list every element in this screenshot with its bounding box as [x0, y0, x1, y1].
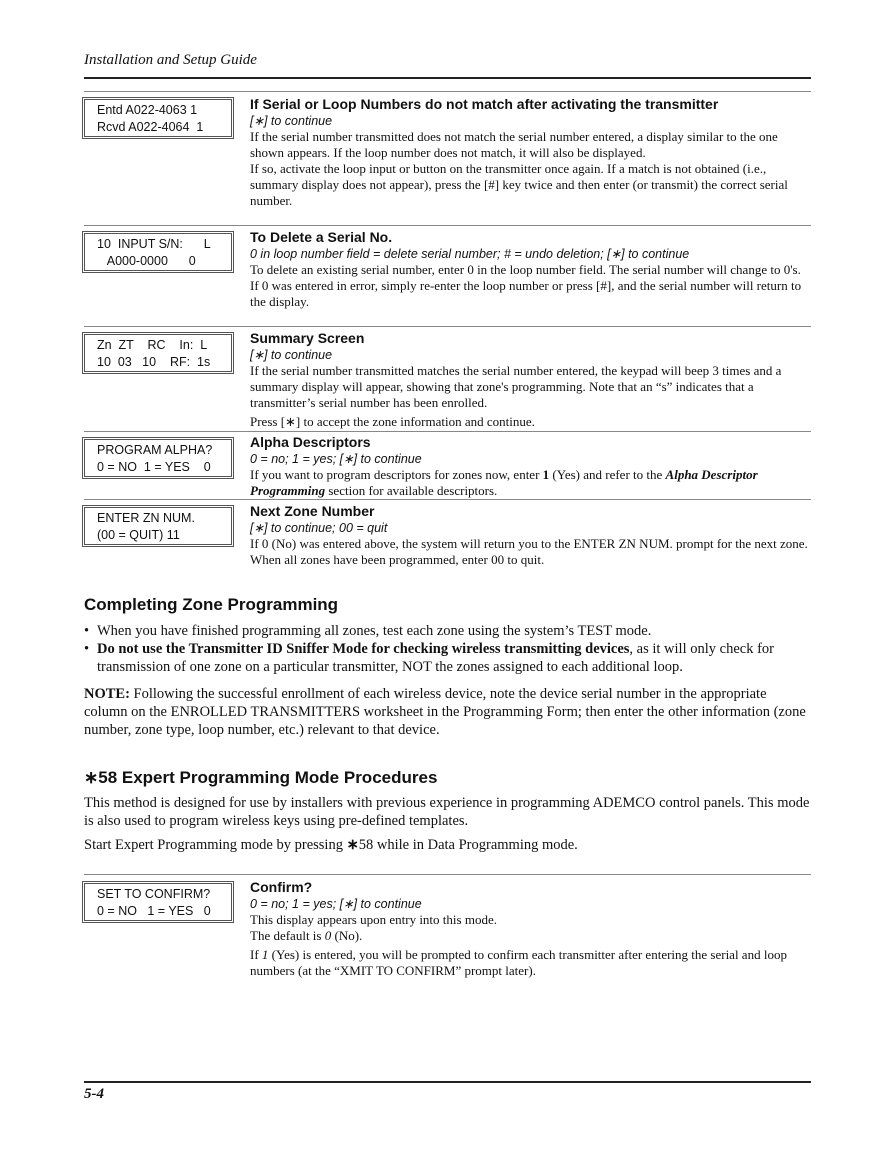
expert-heading: ∗58 Expert Programming Mode Procedures [84, 768, 438, 787]
bullet-list [84, 622, 811, 676]
keypad-display [84, 439, 232, 477]
text-run: The default is [250, 928, 325, 943]
expert-paragraph [84, 836, 811, 854]
bold-text: Do not use the Transmitter ID Sniffer Mode for checking wireless transmitting devices [97, 641, 630, 657]
section-title: Next Zone Number [250, 503, 375, 519]
display-line-1: SET TO CONFIRM? [97, 887, 211, 901]
next-zone-section [84, 499, 811, 585]
section-divider [84, 431, 811, 432]
bullet-item: • When you have finished programming all zones, test each zone using the system’s TEST mode. [84, 622, 811, 640]
bold-text: 1 [542, 467, 550, 482]
text-run: (Yes) is entered, you will be prompted to confirm each transmitter after entering the serial and loop numbers (at the “XMIT TO CONFIRM” prompt later). [250, 947, 787, 978]
section-paragraph: If 0 was entered in error, simply re-enter the loop number or press [#], and the serial number will return to the display. [250, 278, 802, 309]
confirm-section [84, 874, 811, 984]
text-run: If you want to program descriptors for zones now, enter [250, 467, 543, 482]
display-line-1: ENTER ZN NUM. [97, 511, 195, 525]
serial-mismatch-section [84, 91, 811, 223]
expert-body [84, 794, 811, 854]
section-hint: 0 = no; 1 = yes; [∗] to continue [250, 897, 422, 911]
section-divider [84, 225, 811, 226]
section-paragraph: When all zones have been programmed, enter 00 to quit. [250, 552, 545, 567]
text-run: , as it will only check for transmission of one zone on a particular transmitter, NOT the zones assigned to each additional loop. [97, 641, 774, 675]
section-title: If Serial or Loop Numbers do not match after activating the transmitter [250, 96, 719, 112]
text-run: Start Expert Programming mode by pressing [84, 837, 347, 853]
summary-screen-section [84, 326, 811, 430]
italic-text: 1 [261, 947, 269, 962]
page-number: 5-4 [84, 1086, 104, 1102]
display-line-1: PROGRAM ALPHA? [97, 443, 213, 457]
section-paragraph: If the serial number transmitted matches the serial number entered, the keypad will beep 3 times and a summary display will appear, showing that zone's programming. Note that an “s” indicates that a transmitter’s serial number has been enrolled. [250, 363, 782, 410]
display-line-1: Entd A022-4063 1 [97, 103, 198, 117]
section-paragraph: If 0 (No) was entered above, the system will return you to the ENTER ZN NUM. prompt for the next zone. [250, 536, 808, 551]
delete-serial-section [84, 225, 811, 325]
section-divider [84, 499, 811, 500]
italic-text: 0 [324, 928, 332, 943]
section-hint: [∗] to continue [250, 348, 333, 362]
footer-rule [84, 1081, 811, 1083]
bold-italic-text: Alpha Descriptor Programming [250, 467, 758, 498]
section-paragraph [250, 928, 811, 944]
section-title: Confirm? [250, 879, 313, 895]
section-paragraph: This display appears upon entry into this mode. [250, 912, 497, 927]
completing-heading: Completing Zone Programming [84, 595, 339, 614]
section-paragraph: If so, activate the loop input or button on the transmitter once again. If a match is not obtained (i.e., summary display does not appear), press the [#] key twice and then enter (or transmit) the correct serial number. [250, 161, 788, 208]
header-rule [84, 77, 811, 79]
section-title: To Delete a Serial No. [250, 229, 393, 245]
alpha-descriptors-section [84, 431, 811, 498]
bullet-item [84, 640, 811, 676]
section-hint: [∗] to continue; 00 = quit [250, 521, 388, 535]
text-run: section for available descriptors. [325, 483, 498, 498]
keypad-display [84, 507, 232, 545]
section-paragraph: If the serial number transmitted does not match the serial number entered, a display similar to the one shown appears. If the loop number does not match, it will also be displayed. [250, 129, 778, 160]
section-divider [84, 91, 811, 92]
section-title: Alpha Descriptors [250, 434, 371, 450]
expert-paragraph: This method is designed for use by installers with previous experience in programming ADEMCO control panels. This mode is also used to program wireless keys using pre-defined templates. [84, 795, 810, 829]
section-title: Summary Screen [250, 330, 365, 346]
keypad-display [84, 883, 232, 921]
display-line-2: 0 = NO 1 = YES 0 [97, 904, 211, 918]
display-line-2: (00 = QUIT) 11 [97, 528, 180, 542]
display-line-1: 10 INPUT S/N: L [97, 237, 211, 251]
section-divider [84, 326, 811, 327]
keypad-display [84, 233, 232, 271]
completing-body [84, 622, 811, 739]
display-line-2: Rcvd A022-4064 1 [97, 120, 204, 134]
section-paragraph [250, 947, 811, 979]
display-line-2: A000-0000 0 [97, 254, 196, 268]
section-paragraph: Press [∗] to accept the zone information and continue. [250, 414, 535, 429]
section-divider [84, 874, 811, 875]
section-hint: 0 = no; 1 = yes; [∗] to continue [250, 452, 422, 466]
page-header-title: Installation and Setup Guide [84, 52, 257, 68]
section-paragraph: To delete an existing serial number, enter 0 in the loop number field. The serial number will change to 0's. [250, 262, 801, 277]
note-text: Following the successful enrollment of each wireless device, note the device serial number in the appropriate column on the ENROLLED TRANSMITTERS worksheet in the Programming Form; then enter the other information (zone number, zone type, loop number, etc.) relevant to that device. [84, 686, 806, 738]
text-run: 58 while in Data Programming mode. [358, 837, 578, 853]
note-paragraph [84, 685, 811, 739]
text-run: If [250, 947, 262, 962]
section-paragraph [250, 467, 811, 499]
section-hint: [∗] to continue [250, 114, 333, 128]
keypad-display [84, 334, 232, 372]
display-line-1: Zn ZT RC In: L [97, 338, 208, 352]
section-hint: 0 in loop number field = delete serial number; # = undo deletion; [∗] to continue [250, 247, 690, 261]
bold-text: ∗ [346, 837, 359, 853]
display-line-2: 10 03 10 RF: 1s [97, 355, 211, 369]
text-run: (Yes) and refer to the [549, 467, 666, 482]
text-run: (No). [331, 928, 363, 943]
keypad-display [84, 99, 232, 137]
note-label: NOTE: [84, 686, 130, 702]
display-line-2: 0 = NO 1 = YES 0 [97, 460, 211, 474]
